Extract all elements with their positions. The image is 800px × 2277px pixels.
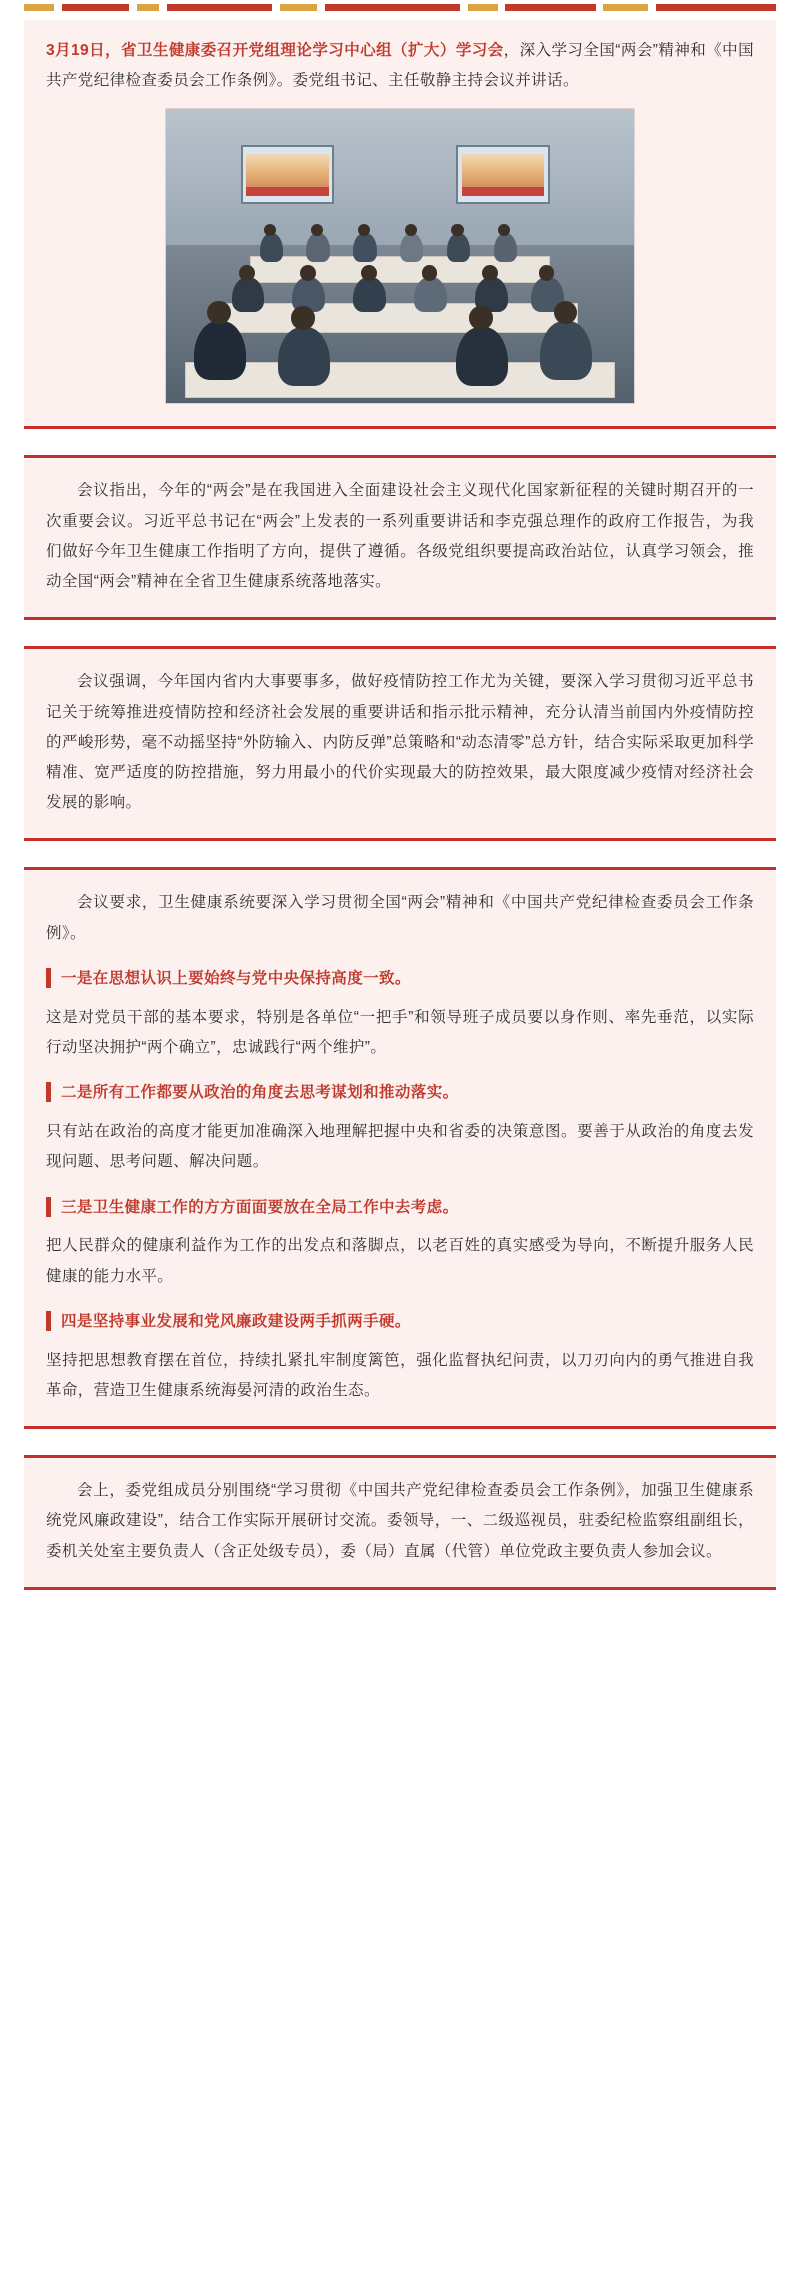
photo-person-head <box>469 306 492 330</box>
bullet-bar-icon <box>46 1311 51 1331</box>
topbar-segment-7 <box>505 4 595 11</box>
closing-card <box>24 1455 776 1590</box>
requirement-body-1: 这是对党员干部的基本要求，特别是各单位“一把手”和领导班子成员要以身作则、率先垂范，以实际行动坚决拥护“两个确立”，忠诚践行“两个维护”。 <box>46 1008 754 1056</box>
photo-person-head <box>239 265 255 281</box>
photo-person <box>278 327 329 386</box>
photo-person <box>400 233 423 262</box>
photo-person <box>456 327 507 386</box>
requirement-heading-4-text: 四是坚持事业发展和党风廉政建设两手抓两手硬。 <box>61 1312 411 1330</box>
requirement-body-2: 只有站在政治的高度才能更加准确深入地理解把握中央和省委的决策意图。要善于从政治的角度去发现问题、思考问题、解决问题。 <box>46 1123 754 1171</box>
requirement-heading-1 <box>46 965 754 993</box>
bullet-bar-icon <box>46 968 51 988</box>
topbar-segment-6 <box>468 4 498 11</box>
topbar-segment-5 <box>325 4 460 11</box>
topbar-segment-3 <box>167 4 272 11</box>
topbar-segments <box>24 0 776 14</box>
topbar-segment-8 <box>603 4 648 11</box>
photo-person-head <box>361 265 377 281</box>
topbar-segment-2 <box>137 4 160 11</box>
topbar-segment-1 <box>62 4 130 11</box>
bullet-bar-icon <box>46 1082 51 1102</box>
section-2-paragraph: 会议强调，今年国内省内大事要事多，做好疫情防控工作尤为关键，要深入学习贯彻习近平总书记关于统筹推进疫情防控和经济社会发展的重要讲话和指示批示精神，充分认清当前国内外疫情防控的严峻形势，毫不动摇坚持“外防输入、内防反弹”总策略和“动态清零”总方针，结合实际采取更加科学精准、宽严适度的防控措施，努力用最小的代价实现最大的防控效果，最大限度减少疫情对经济社会发展的影响。 <box>46 673 754 812</box>
lead-rest: ，深入学习全国“两会”精神和《中国共产党纪律检查委员会工作条例》。委党组书记、主任敬静主持会议并讲话。 <box>46 42 754 90</box>
photo-person-head <box>451 224 463 236</box>
photo-person <box>414 277 447 312</box>
requirement-body-4: 坚持把思想教育摆在首位，持续扎紧扎牢制度篱笆，强化监督执纪问责，以刀刃向内的勇气推进自我革命，营造卫生健康系统海晏河清的政治生态。 <box>46 1351 754 1399</box>
requirement-heading-2-text: 二是所有工作都要从政治的角度去思考谋划和推动落实。 <box>61 1084 459 1102</box>
decorative-topbar <box>0 0 800 14</box>
photo-person <box>353 277 386 312</box>
bullet-bar-icon <box>46 1197 51 1217</box>
requirements-card <box>24 867 776 1429</box>
topbar-segment-4 <box>280 4 318 11</box>
closing-paragraph: 会上，委党组成员分别围绕“学习贯彻《中国共产党纪律检查委员会工作条例》，加强卫生健康系统党风廉政建设”，结合工作实际开展研讨交流。委领导，一、二级巡视员，驻委纪检监察组副组长，委机关处室主要负责人（含正处级专员），委（局）直属（代管）单位党政主要负责人参加会议。 <box>46 1482 754 1560</box>
meeting-photo <box>165 108 635 404</box>
topbar-segment-9 <box>656 4 776 11</box>
photo-person <box>353 233 376 262</box>
requirement-heading-2 <box>46 1079 754 1107</box>
lead-card <box>24 20 776 429</box>
requirement-heading-4 <box>46 1308 754 1336</box>
lead-date: 3月19日， <box>46 42 121 59</box>
requirement-heading-1-text: 一是在思想认识上要始终与党中央保持高度一致。 <box>61 969 411 987</box>
photo-table-mid <box>222 303 578 332</box>
requirement-heading-3-text: 三是卫生健康工作的方方面面要放在全局工作中去考虑。 <box>61 1198 459 1216</box>
photo-person-head <box>300 265 316 281</box>
requirement-body-3: 把人民群众的健康利益作为工作的出发点和落脚点，以老百姓的真实感受为导向，不断提升服务人民健康的能力水平。 <box>46 1237 754 1285</box>
meeting-photo-wrapper <box>165 108 635 404</box>
requirement-heading-3 <box>46 1194 754 1222</box>
photo-person <box>194 321 245 380</box>
topbar-segment-0 <box>24 4 54 11</box>
photo-person <box>540 321 591 380</box>
photo-person <box>447 233 470 262</box>
section-1-paragraph: 会议指出，今年的“两会”是在我国进入全面建设社会主义现代化国家新征程的关键时期召开的一次重要会议。习近平总书记在“两会”上发表的一系列重要讲话和李克强总理作的政府工作报告，为我们做好今年卫生健康工作指明了方向，提供了遵循。各级党组织要提高政治站位，认真学习领会，推动全国“两会”精神在全省卫生健康系统落地落实。 <box>46 482 754 591</box>
photo-person <box>306 233 329 262</box>
lead-paragraph <box>46 36 754 96</box>
photo-screen-left <box>241 145 335 204</box>
photo-person-head <box>291 306 314 330</box>
section-card-1 <box>24 455 776 620</box>
photo-wall <box>166 109 634 244</box>
section-card-2 <box>24 646 776 841</box>
lead-title: 省卫生健康委召开党组理论学习中心组（扩大）学习会 <box>120 42 504 59</box>
photo-person-head <box>554 301 577 325</box>
photo-person <box>260 233 283 262</box>
photo-person <box>494 233 517 262</box>
photo-person <box>232 277 265 312</box>
photo-person-head <box>207 301 230 325</box>
photo-screen-right <box>456 145 550 204</box>
requirements-intro: 会议要求，卫生健康系统要深入学习贯彻全国“两会”精神和《中国共产党纪律检查委员会工作条例》。 <box>46 894 754 942</box>
